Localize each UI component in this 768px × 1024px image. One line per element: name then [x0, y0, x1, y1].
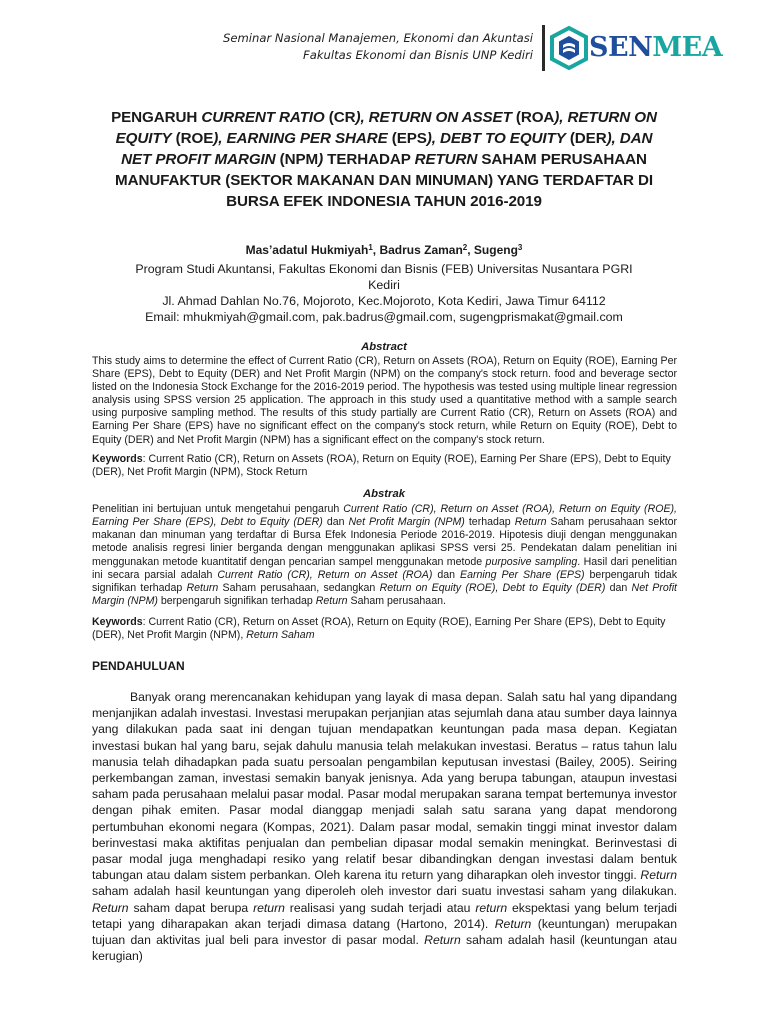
- abstrak-part: berpengaruh signifikan terhadap: [157, 595, 316, 608]
- title-part: RETURN: [414, 151, 478, 168]
- title-part: (DER: [565, 130, 607, 147]
- abstrak-part: Saham perusahaan sektor makanan dan minuman yang terdaftar di Bursa Efek Indonesia Periode 2016-2019. Hipotesis diuji dengan menggunakan metode analisis regresi linier berganda dengan menggunakan aplikasi SPSS versi 25. Pendekatan dalam penelitian ini menggunakan metode kuantitatif dengan pencarian sampel menggunakan metode: [92, 516, 677, 568]
- author-name: Sugeng: [473, 243, 518, 257]
- affiliation-city: Kediri: [368, 278, 400, 292]
- paragraph-part: saham adalah hasil (keuntungan atau kerugian): [92, 933, 677, 964]
- abstrak-text: [92, 503, 677, 608]
- title-part: (ROE: [171, 130, 214, 147]
- title-part: PENGARUH: [111, 109, 202, 126]
- abstrak-part: Current Ratio (CR), Return on Asset (ROA): [217, 568, 433, 581]
- title-part: TERHADAP: [323, 151, 415, 168]
- page-header: [0, 22, 768, 72]
- paragraph-part: (keuntungan) merupakan tujuan dan aktivitas jual beli para investor di pasar modal.: [92, 916, 677, 948]
- abstrak-part: Earning Per Share (EPS): [460, 568, 585, 581]
- section-heading: PENDAHULUAN: [92, 659, 185, 673]
- logo-text-mea: MEA: [652, 32, 723, 63]
- email-line: Email: mhukmiyah@gmail.com, pak.badrus@gmail.com, sugengprismakat@gmail.com: [145, 310, 623, 324]
- paragraph-part: Banyak orang merencanakan kehidupan yang layak di masa depan. Salah satu hal yang dipandang menjanjikan adalah investasi. Investasi merupakan perjanjian atas sejumlah dana atau sumber daya lainnya yang dilakukan pada saat ini dengan tujuan mendapatkan keuntungan pada masa depan. Kegiatan investasi bukan hal yang baru, sejak dahulu manusia telah melakukan investasi. Beratus – ratus tahun lalu manusia telah dihadapkan pada suatu persoalan pengambilan keputusan investasi (Bailey, 2005). Seiring perkembangan zaman, investasi semakin banyak jenisnya. Ada yang berupa tabungan, ataupun investasi saham pada perusahaan melalui pasar modal. Pasar modal merupakan sarana tempat bertemunya investor dengan pihak emiten. Pasar modal dianggap menjadi salah satu sarana yang dapat mendorong pertumbuhan ekonomi negara (Kompas, 2021). Dalam pasar modal, semakin tinggi minat investor dalam berinvestasi maka aktifitas penjualan dan pembelian dipasar modal semakin meningkat. Berinvestasi di pasar modal juga menghadapi resiko yang relatif besar dibandingkan dengan investasi dalam bentuk tabungan atau dalam sistem perbankan. Oleh karena itu return yang diharapkan oleh investor tinggi.: [92, 690, 677, 883]
- paragraph-part: realisasi yang sudah terjadi atau: [284, 900, 476, 915]
- author-names: Mas’adatul Hukmiyah$^1$, Badrus Zaman$^2$, Sugeng$^3$: [245, 243, 523, 257]
- title-part: ), RETURN ON ASSET: [355, 109, 512, 126]
- introduction-paragraph: [92, 689, 677, 964]
- author-affiliation-mark: 1: [368, 243, 373, 252]
- keywords-en: [92, 453, 677, 479]
- paragraph-part: Return: [424, 933, 461, 948]
- author-affiliation-mark: 2: [462, 243, 468, 252]
- keywords-list: : Current Ratio (CR), Return on Asset (ROA), Return on Equity (ROE), Earning Per Share (EPS), Debt to Equity (DER), Net Profit Margin (NPM),: [92, 616, 666, 642]
- abstrak-part: Saham perusahaan, sedangkan: [218, 581, 380, 594]
- keywords-label: Keywords: [92, 616, 143, 628]
- logo-wordmark: [589, 31, 722, 65]
- abstrak-heading: Abstrak: [362, 488, 406, 500]
- abstrak-part: dan: [605, 581, 632, 594]
- abstrak-part: Current Ratio (CR), Return on Asset (ROA), Return on Equity (ROE), Earning Per Share (EPS), Debt to Equity (DER): [92, 503, 677, 529]
- paragraph-part: Return: [92, 900, 129, 915]
- abstrak-part: dan: [432, 568, 461, 581]
- title-part: ), DAN NET PROFIT MARGIN: [121, 130, 653, 168]
- author-affiliation-mark: 3: [517, 243, 523, 252]
- abstrak-part: dan: [322, 516, 349, 529]
- abstrak-part: . Hasil dari penelitian ini secara parsial adalah: [92, 555, 677, 581]
- keywords-label: Keywords: [92, 453, 143, 465]
- title-part: (ROA: [511, 109, 555, 126]
- conference-name: Seminar Nasional Manajemen, Ekonomi dan Akuntasi: [223, 31, 533, 45]
- paragraph-part: Return: [640, 868, 677, 883]
- title-part: (EPS: [387, 130, 427, 147]
- abstrak-part: berpengaruh tidak signifikan terhadap: [92, 568, 677, 594]
- keywords-list: : Current Ratio (CR), Return on Assets (ROA), Return on Equity (ROE), Earning Per Share (EPS), Debt to Equity (DER), Net Profit Margin (NPM), Stock Return: [92, 453, 671, 479]
- paragraph-part: return: [253, 900, 285, 915]
- title-part: ), EARNING PER SHARE: [213, 130, 388, 147]
- header-divider: [542, 25, 545, 71]
- title-part: ), RETURN ON EQUITY: [115, 109, 657, 147]
- abstrak-part: Return: [315, 595, 348, 608]
- faculty-name: Fakultas Ekonomi dan Bisnis UNP Kediri: [303, 48, 533, 62]
- title-part: CURRENT RATIO: [201, 109, 325, 126]
- logo-emblem-icon: [549, 25, 589, 71]
- abstrak-part: purposive sampling: [485, 555, 578, 568]
- title-part: ): [318, 151, 324, 168]
- author-block: [0, 240, 768, 325]
- senmea-logo: [549, 25, 723, 71]
- abstrak-part: Penelitian ini bertujuan untuk mengetahui pengaruh: [92, 503, 344, 515]
- abstract-heading: Abstract: [361, 341, 407, 353]
- abstrak-part: Return on Equity (ROE), Debt to Equity (DER): [379, 581, 606, 594]
- abstrak-part: Return: [514, 516, 547, 529]
- title-part: (NPM: [275, 151, 319, 168]
- address: Jl. Ahmad Dahlan No.76, Mojoroto, Kec.Mojoroto, Kota Kediri, Jawa Timur 64112: [162, 294, 606, 308]
- conference-info: [223, 30, 533, 64]
- paper-title: [100, 107, 668, 212]
- abstrak-part: Net Profit Margin (NPM): [92, 581, 678, 608]
- author-name: Badrus Zaman: [379, 243, 463, 257]
- logo-text-sen: SEN: [589, 32, 653, 63]
- paragraph-part: saham adalah hasil keuntungan yang diperoleh oleh investor dari suatu investasi saham yang dilakukan.: [92, 884, 677, 899]
- abstrak-part: terhadap: [464, 516, 515, 529]
- paragraph-part: Return: [494, 916, 532, 931]
- keywords-id: [92, 616, 677, 642]
- author-name: Mas’adatul Hukmiyah: [245, 243, 369, 257]
- title-part: SAHAM PERUSAHAAN MANUFAKTUR (SEKTOR MAKANAN DAN MINUMAN) YANG TERDAFTAR DI BURSA EFEK INDONESIA TAHUN 2016-2019: [115, 151, 653, 210]
- abstrak-part: Net Profit Margin (NPM): [348, 516, 465, 529]
- affiliation: Program Studi Akuntansi, Fakultas Ekonomi dan Bisnis (FEB) Universitas Nusantara PGRI: [135, 262, 633, 276]
- keywords-tail: Return Saham: [246, 629, 315, 642]
- paragraph-part: return: [475, 900, 508, 915]
- abstrak-part: Saham perusahaan.: [347, 595, 446, 608]
- abstrak-part: Return: [186, 581, 219, 594]
- abstract-text: This study aims to determine the effect of Current Ratio (CR), Return on Assets (ROA), Return on Equity (ROE), Earning Per Share (EPS), Debt to Equity (DER) and Net Profit Margin (NPM) on the company's stock return. food and beverage sector listed on the Indonesia Stock Exchange for the 2016-2019 period. The hypothesis was tested using multiple linear regression analysis using SPSS version 25 application. The approach in this study used a quantitative method with a sample search using purposive sampling method. The results of this study partially are Current Ratio (CR), Return on Assets (ROA) and Earning Per Share (EPS) have no significant effect on the company's stock return, while Return on Equity (ROE), Debt to Equity (DER) and Net Profit Margin (NPM) has a significant effect on the company's stock return.: [92, 355, 677, 446]
- title-part: ), DEBT TO EQUITY: [426, 130, 566, 147]
- paragraph-part: saham dapat berupa: [128, 900, 254, 915]
- paragraph-part: ekspektasi yang belum terjadi tetapi yang diharapakan akan terjadi dimasa datang (Hartono, 2014).: [92, 900, 677, 931]
- title-part: (CR: [324, 109, 356, 126]
